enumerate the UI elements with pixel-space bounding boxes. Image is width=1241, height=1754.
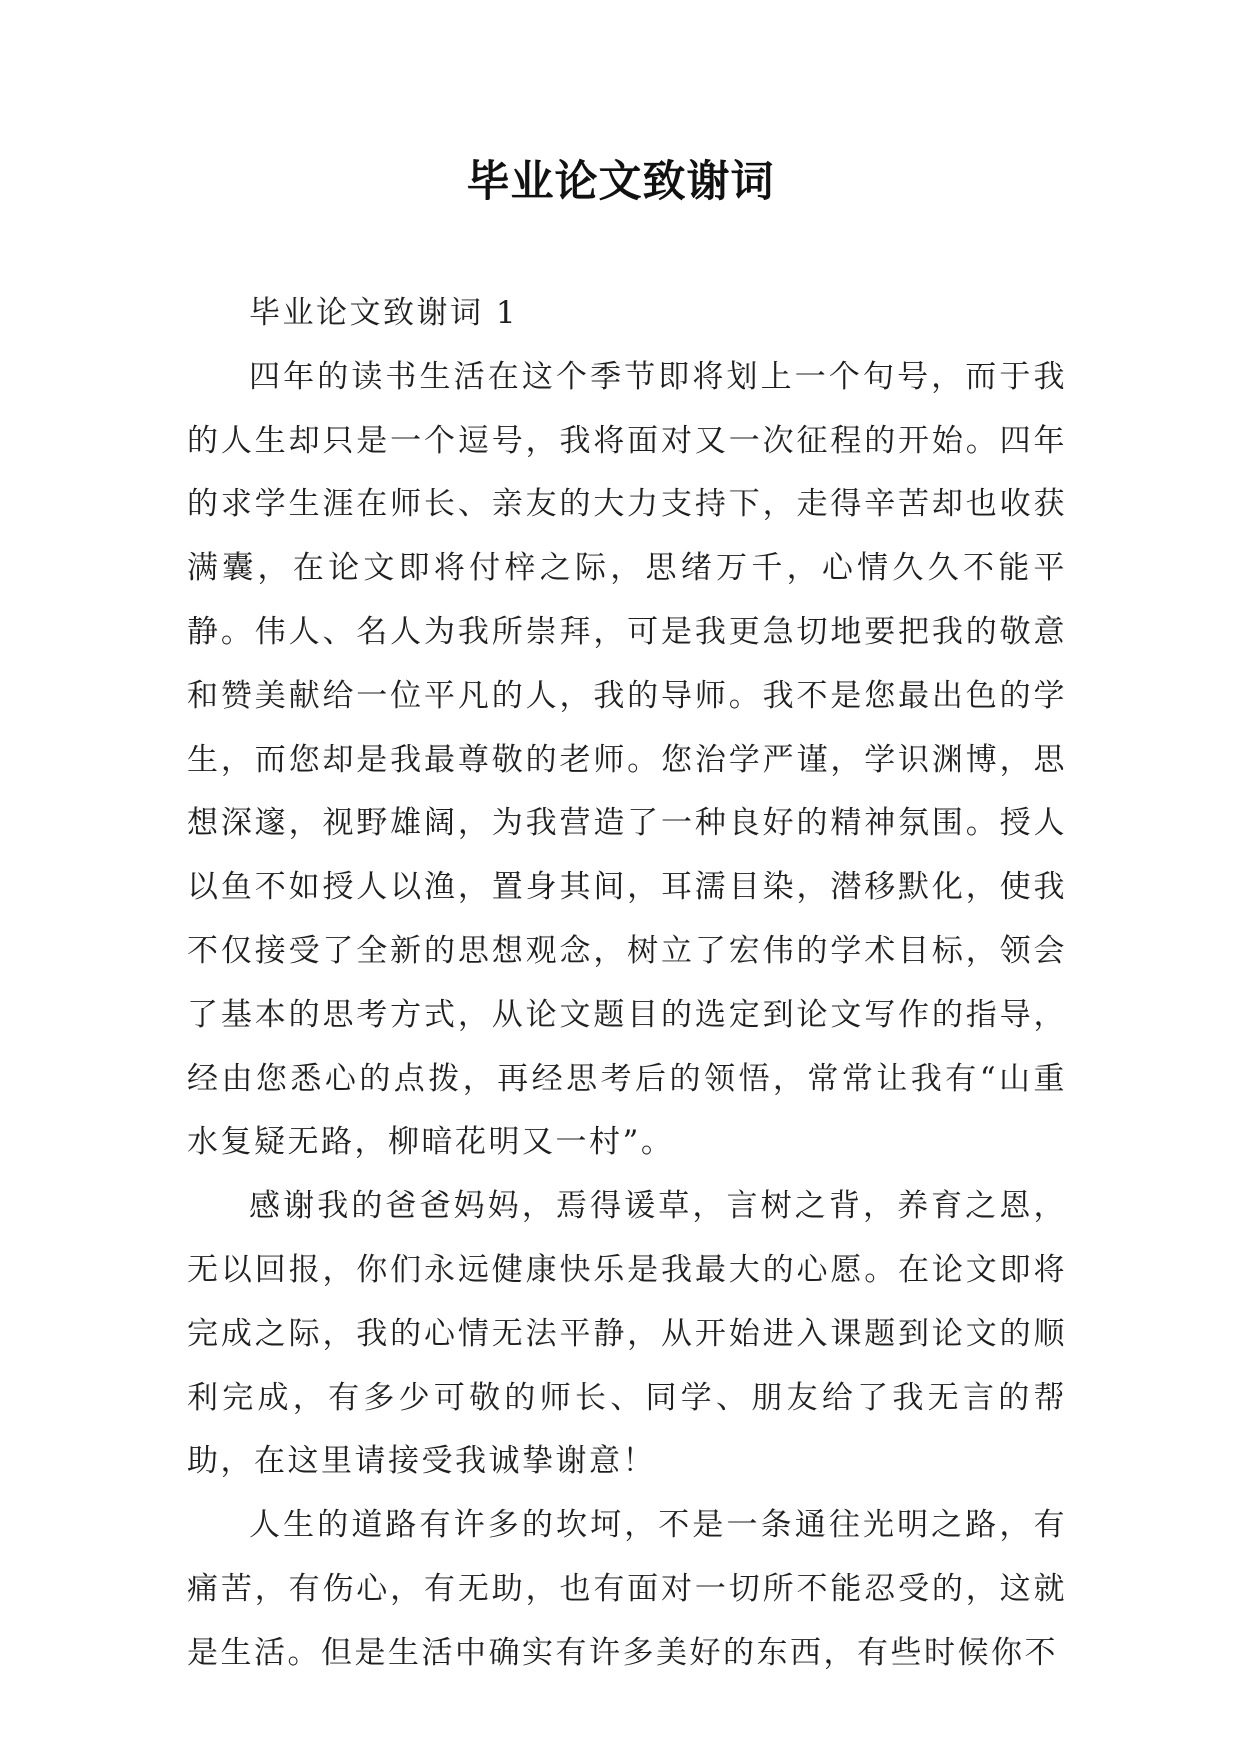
paragraph: 感谢我的爸爸妈妈，焉得谖草，言树之背，养育之恩，无以回报，你们永远健康快乐是我最大的心愿。在论文即将完成之际，我的心情无法平静，从开始进入课题到论文的顺利完成，有多少可敬的师长、同学、朋友给了我无言的帮助，在这里请接受我诚挚谢意！ <box>187 1188 1067 1480</box>
document-title: 毕业论文致谢词 <box>466 157 775 207</box>
paragraph: 四年的读书生活在这个季节即将划上一个句号，而于我的人生却只是一个逗号，我将面对又一次征程的开始。四年的求学生涯在师长、亲友的大力支持下，走得辛苦却也收获满囊，在论文即将付梓之际，思绪万千，心情久久不能平静。伟人、名人为我所崇拜，可是我更急切地要把我的敬意和赞美献给一位平凡的人，我的导师。我不是您最出色的学生，而您却是我最尊敬的老师。您治学严谨，学识渊博，思想深邃，视野雄阔，为我营造了一种良好的精神氛围。授人以鱼不如授人以渔，置身其间，耳濡目染，潜移默化，使我不仅接受了全新的思想观念，树立了宏伟的学术目标，领会了基本的思考方式，从论文题目的选定到论文写作的指导，经由您悉心的点拨，再经思考后的领悟，常常让我有“山重水复疑无路，柳暗花明又一村”。 <box>187 358 1067 1161</box>
section-heading: 毕业论文致谢词 1 <box>249 295 519 331</box>
paragraph: 人生的道路有许多的坎坷，不是一条通往光明之路，有痛苦，有伤心，有无助，也有面对一切所不能忍受的，这就是生活。但是生活中确实有许多美好的东西，有些时候你不 <box>187 1507 1067 1671</box>
document-body <box>187 282 1067 1686</box>
